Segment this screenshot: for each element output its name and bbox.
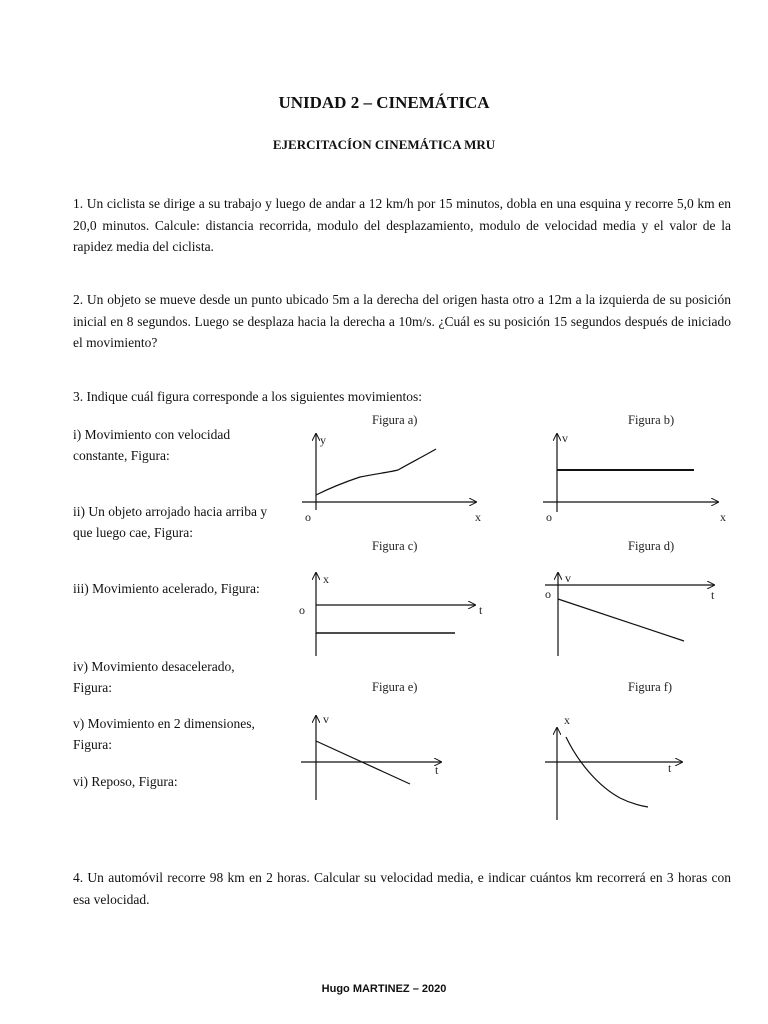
figure-a-curve <box>316 449 436 495</box>
figure-f-label: Figura f) <box>628 680 673 694</box>
figure-f-graph <box>545 713 682 820</box>
figure-d-origin: o <box>545 587 551 601</box>
figure-e-x-label: t <box>435 763 439 777</box>
figure-d-label: Figura d) <box>628 539 675 553</box>
figure-b-label: Figura b) <box>628 413 675 427</box>
figure-a-label: Figura a) <box>372 413 418 427</box>
figure-a-x-label: x <box>475 510 481 524</box>
figure-d-line <box>558 599 684 641</box>
item-iv: iv) Movimiento desacelerado, Figura: <box>73 659 235 695</box>
figure-e-y-label: v <box>323 712 329 726</box>
figure-b-graph <box>543 431 726 524</box>
figure-a-y-label: y <box>320 433 326 447</box>
item-i: i) Movimiento con velocidad constante, Figura: <box>73 427 231 463</box>
problem-1: 1. Un ciclista se dirige a su trabajo y luego de andar a 12 km/h por 15 minutos, dobla en una esquina y recorre 5,0 km en 20,0 minutos. Calcule: distancia recorrida, modulo del desplazamiento, modulo de velocidad media y el valor de la rapidez media del ciclista. <box>73 196 731 254</box>
item-v: v) Movimiento en 2 dimensiones, Figura: <box>73 716 255 752</box>
figure-c-y-label: x <box>323 572 329 586</box>
figure-e-graph <box>301 712 441 800</box>
figure-c-origin: o <box>299 603 305 617</box>
figure-b-y-label: v <box>562 431 568 445</box>
figure-a-origin: o <box>305 510 311 524</box>
figure-f-curve <box>566 737 648 807</box>
figure-b-x-label: x <box>720 510 726 524</box>
figure-c-graph <box>299 572 483 656</box>
item-ii: ii) Un objeto arrojado hacia arriba y que luego cae, Figura: <box>73 504 268 540</box>
page-subtitle: EJERCITACÍON CINEMÁTICA MRU <box>272 137 496 152</box>
problem-2: 2. Un objeto se mueve desde un punto ubicado 5m a la derecha del origen hasta otro a 12m a la izquierda de su posición inicial en 8 segundos. Luego se desplaza hacia la derecha a 10m/s. ¿Cuál es su posición 15 segundos después de iniciado el movimiento? <box>73 292 731 350</box>
figure-c-label: Figura c) <box>372 539 418 553</box>
figure-b-origin: o <box>546 510 552 524</box>
footer-author: Hugo MARTINEZ – 2020 <box>321 983 447 995</box>
figure-e-label: Figura e) <box>372 680 418 694</box>
item-vi: vi) Reposo, Figura: <box>73 774 178 789</box>
figure-d-y-label: v <box>565 571 571 585</box>
problem-4: 4. Un automóvil recorre 98 km en 2 horas. Calcular su velocidad media, e indicar cuántos km recorrerá en 3 horas con esa velocidad. <box>73 870 731 907</box>
figure-f-y-label: x <box>564 713 570 727</box>
figure-d-x-label: t <box>711 588 715 602</box>
problem-3: 3. Indique cuál figura corresponde a los siguientes movimientos: <box>73 389 423 404</box>
figure-d-graph <box>545 571 715 656</box>
figure-a-graph <box>302 433 481 524</box>
figure-c-x-label: t <box>479 603 483 617</box>
page-title: UNIDAD 2 – CINEMÁTICA <box>278 93 490 112</box>
figure-f-x-label: t <box>668 761 672 775</box>
item-iii: iii) Movimiento acelerado, Figura: <box>73 581 260 596</box>
